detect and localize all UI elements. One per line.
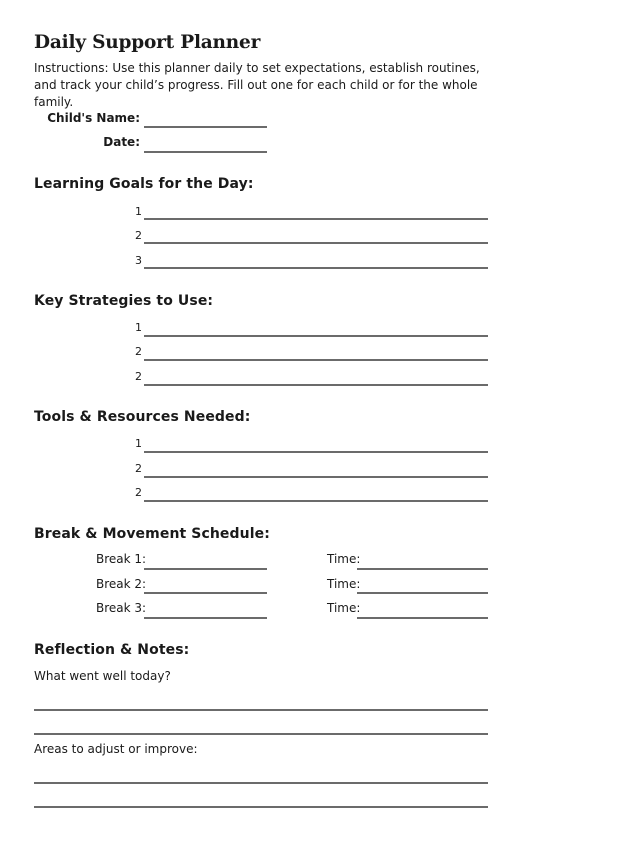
date-label: Date: bbox=[103, 135, 140, 149]
tool-number: 2 bbox=[135, 462, 142, 475]
adjust-line[interactable] bbox=[34, 806, 488, 808]
tool-line[interactable] bbox=[144, 500, 488, 502]
tools-resources-heading: Tools & Resources Needed: bbox=[34, 409, 251, 425]
break-time-label: Time: bbox=[327, 601, 361, 615]
key-strategy-number: 2 bbox=[135, 370, 142, 383]
break-time-label: Time: bbox=[327, 552, 361, 566]
key-strategy-line[interactable] bbox=[144, 384, 488, 386]
page-title: Daily Support Planner bbox=[34, 32, 261, 53]
child-name-line[interactable] bbox=[144, 126, 267, 128]
reflection-heading: Reflection & Notes: bbox=[34, 642, 190, 658]
break-line[interactable] bbox=[144, 568, 267, 570]
break-time-line[interactable] bbox=[357, 568, 488, 570]
key-strategy-line[interactable] bbox=[144, 359, 488, 361]
tool-line[interactable] bbox=[144, 451, 488, 453]
went-well-line[interactable] bbox=[34, 733, 488, 735]
break-time-line[interactable] bbox=[357, 592, 488, 594]
tool-line[interactable] bbox=[144, 476, 488, 478]
break-line[interactable] bbox=[144, 617, 267, 619]
instructions-text: Instructions: Use this planner daily to set expectations, establish routines, and track your child’s progress. Fill out one for each child or for the whole family. bbox=[34, 61, 480, 109]
learning-goal-number: 2 bbox=[135, 229, 142, 242]
key-strategies-heading: Key Strategies to Use: bbox=[34, 293, 214, 309]
learning-goal-number: 1 bbox=[135, 205, 142, 218]
learning-goal-number: 3 bbox=[135, 254, 142, 267]
break-line[interactable] bbox=[144, 592, 267, 594]
tool-number: 1 bbox=[135, 437, 142, 450]
learning-goals-heading: Learning Goals for the Day: bbox=[34, 176, 254, 192]
learning-goal-line[interactable] bbox=[144, 267, 488, 269]
adjust-prompt: Areas to adjust or improve: bbox=[34, 742, 198, 756]
break-label: Break 2: bbox=[96, 577, 147, 591]
tool-number: 2 bbox=[135, 486, 142, 499]
date-line[interactable] bbox=[144, 151, 267, 153]
went-well-prompt: What went well today? bbox=[34, 669, 171, 683]
adjust-line[interactable] bbox=[34, 782, 488, 784]
learning-goal-line[interactable] bbox=[144, 218, 488, 220]
key-strategy-number: 1 bbox=[135, 321, 142, 334]
key-strategy-number: 2 bbox=[135, 345, 142, 358]
key-strategy-line[interactable] bbox=[144, 335, 488, 337]
learning-goal-line[interactable] bbox=[144, 242, 488, 244]
went-well-line[interactable] bbox=[34, 709, 488, 711]
break-time-label: Time: bbox=[327, 577, 361, 591]
child-name-label: Child's Name: bbox=[47, 111, 140, 125]
break-label: Break 3: bbox=[96, 601, 147, 615]
break-schedule-heading: Break & Movement Schedule: bbox=[34, 526, 270, 542]
break-time-line[interactable] bbox=[357, 617, 488, 619]
break-label: Break 1: bbox=[96, 552, 147, 566]
